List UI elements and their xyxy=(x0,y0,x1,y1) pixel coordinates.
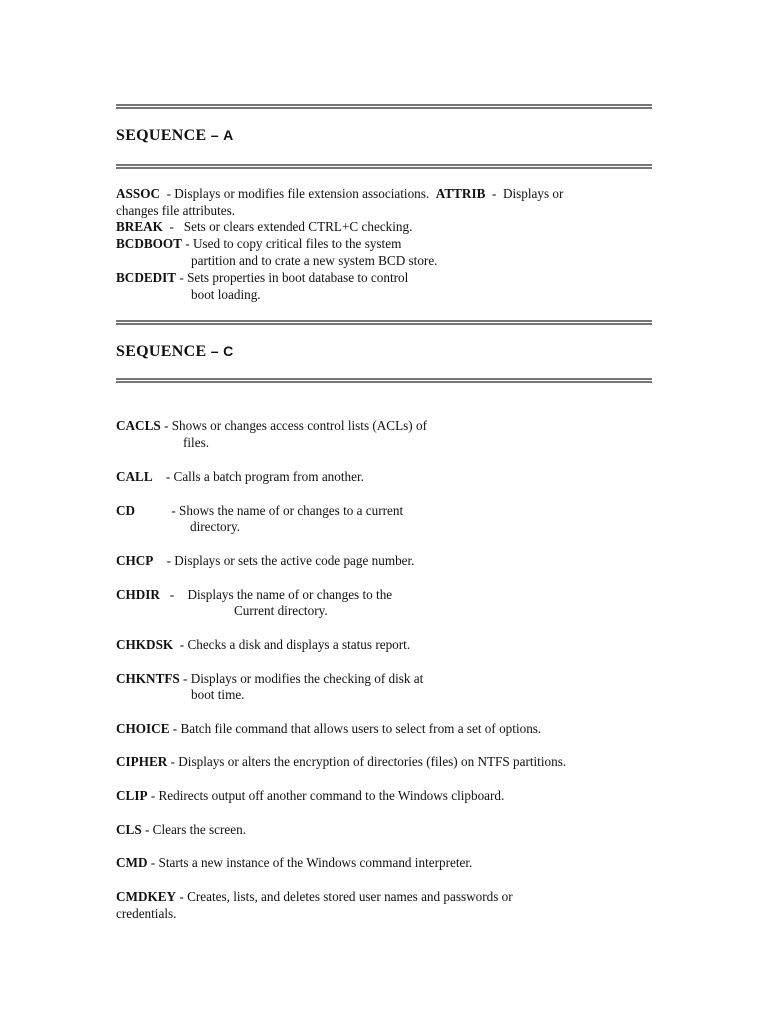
command-description: - Calls a batch program from another. xyxy=(152,469,364,484)
entry-chkdsk xyxy=(116,636,410,653)
command-name: CHOICE xyxy=(116,721,170,736)
entry-assoc xyxy=(116,185,563,202)
command-name: CMDKEY xyxy=(116,889,177,904)
heading-letter: A xyxy=(223,127,234,143)
command-description: - Displays the name of or changes to the xyxy=(159,587,393,602)
entry-cmdkey xyxy=(116,888,513,905)
command-name: CIPHER xyxy=(116,754,168,769)
entry-cls xyxy=(116,821,246,838)
command-name: CLS xyxy=(116,822,142,837)
command-name: CACLS xyxy=(116,418,161,433)
entry-cmdkey-continuation: credentials. xyxy=(116,906,177,921)
command-name: BREAK xyxy=(116,219,163,234)
command-description: - Creates, lists, and deletes stored user names and passwords or xyxy=(176,889,513,904)
entry-chkntfs xyxy=(116,670,423,687)
entry-chcp xyxy=(116,552,414,569)
entry-clip xyxy=(116,787,504,804)
heading-letter: C xyxy=(223,343,234,359)
command-name: CHKNTFS xyxy=(116,671,180,686)
command-name: CLIP xyxy=(116,788,148,803)
entry-chdir xyxy=(116,586,392,603)
command-name: ASSOC xyxy=(116,186,160,201)
entry-break xyxy=(116,218,412,235)
command-description: - Used to copy critical files to the system xyxy=(181,236,402,251)
double-rule xyxy=(116,104,652,109)
double-rule xyxy=(116,378,652,383)
entry-cacls xyxy=(116,417,427,434)
heading-dash: – xyxy=(210,127,219,143)
command-name: CHKDSK xyxy=(116,637,174,652)
command-name: CD xyxy=(116,503,136,518)
command-description: - Redirects output off another command to the Windows clipboard. xyxy=(147,788,505,803)
command-description: - Batch file command that allows users to select from a set of options. xyxy=(169,721,542,736)
command-description: - Displays or modifies file extension associations. xyxy=(159,186,436,201)
entry-cd-continuation: directory. xyxy=(190,519,241,534)
heading-dash: – xyxy=(210,343,219,359)
command-description: - Displays or alters the encryption of directories (files) on NTFS partitions. xyxy=(167,754,567,769)
heading-title: SEQUENCE xyxy=(116,127,207,144)
command-description: - Checks a disk and displays a status report. xyxy=(173,637,411,652)
section-heading-c xyxy=(116,343,234,361)
entry-bcdboot-continuation: partition and to crate a new system BCD store. xyxy=(191,253,438,268)
command-name: CMD xyxy=(116,855,148,870)
entry-attrib-continuation: changes file attributes. xyxy=(116,203,236,218)
entry-cd xyxy=(116,502,403,519)
entry-call xyxy=(116,468,364,485)
command-description: - Shows or changes access control lists (ACLs) of xyxy=(160,418,427,433)
command-description: - Sets or clears extended CTRL+C checking. xyxy=(162,219,413,234)
command-name: BCDBOOT xyxy=(116,236,182,251)
entry-bcdedit xyxy=(116,269,408,286)
entry-choice xyxy=(116,720,541,737)
command-description: - Displays or sets the active code page number. xyxy=(153,553,415,568)
command-description: - Shows the name of or changes to a current xyxy=(135,503,404,518)
double-rule xyxy=(116,320,652,325)
entry-cmd xyxy=(116,854,472,871)
double-rule xyxy=(116,164,652,169)
entry-cipher xyxy=(116,753,566,770)
command-name: CHCP xyxy=(116,553,154,568)
command-name: CALL xyxy=(116,469,153,484)
command-name: CHDIR xyxy=(116,587,160,602)
command-name: BCDEDIT xyxy=(116,270,177,285)
command-description: - Displays or modifies the checking of disk at xyxy=(179,671,424,686)
command-description: - Displays or xyxy=(485,186,564,201)
entry-cacls-continuation: files. xyxy=(183,435,210,450)
heading-title: SEQUENCE xyxy=(116,343,207,360)
command-description: - Sets properties in boot database to control xyxy=(176,270,409,285)
command-description: - Starts a new instance of the Windows command interpreter. xyxy=(147,855,473,870)
command-description: - Clears the screen. xyxy=(141,822,247,837)
entry-bcdedit-continuation: boot loading. xyxy=(191,287,261,302)
entry-chkntfs-continuation: boot time. xyxy=(191,687,245,702)
entry-chdir-continuation: Current directory. xyxy=(234,603,328,618)
section-heading-a xyxy=(116,127,234,145)
entry-bcdboot xyxy=(116,235,401,252)
command-name: ATTRIB xyxy=(435,186,486,201)
